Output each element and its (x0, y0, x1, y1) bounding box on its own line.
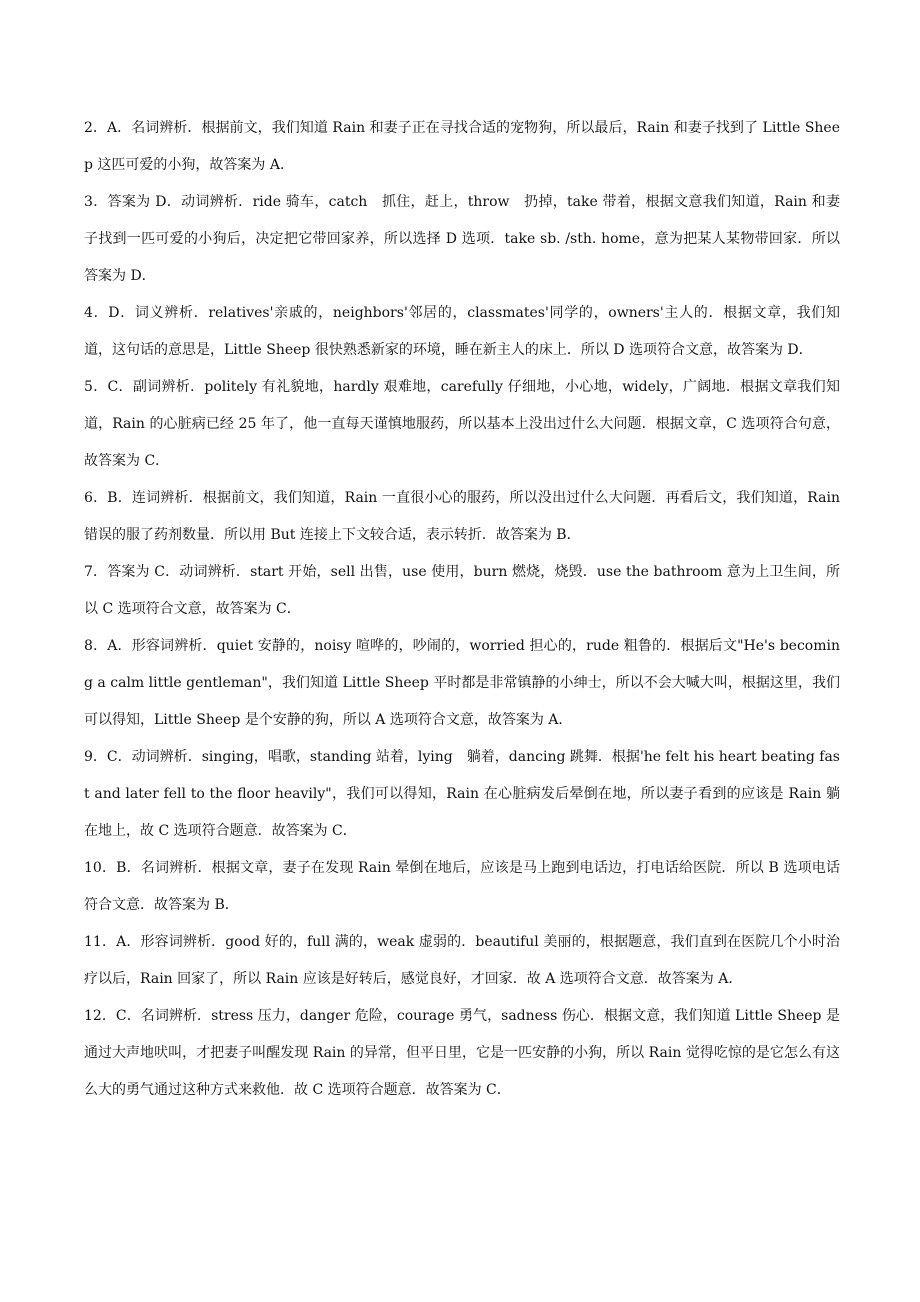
answer-item-7: 7．答案为 C．动词辨析．start 开始，sell 出售，use 使用，burn 燃烧，烧毁．use the bathroom 意为上卫生间，所以 C 选项符合文意，故答案为 C． (84, 564, 840, 617)
answer-item-5: 5．C．副词辨析．politely 有礼貌地，hardly 艰难地，carefully 仔细地，小心地，widely，广阔地．根据文章我们知道，Rain 的心脏病已经 25 年了，他一直每天谨慎地服药，所以基本上没出过什么大问题．根据文章，C 选项符合句意，故答案为 C． (84, 379, 840, 469)
answer-item-2: 2．A．名词辨析．根据前文，我们知道 Rain 和妻子正在寻找合适的宠物狗，所以最后，Rain 和妻子找到了 Little Sheep 这匹可爱的小狗，故答案为 A． (84, 120, 840, 173)
answer-item-11: 11．A．形容词辨析．good 好的，full 满的，weak 虚弱的．beautiful 美丽的，根据题意，我们直到在医院几个小时治疗以后，Rain 回家了，所以 Rain 应该是好转后，感觉良好，才回家．故 A 选项符合文意．故答案为 A． (84, 934, 840, 987)
answer-item-4: 4．D．词义辨析．relatives'亲戚的，neighbors'邻居的，classmates'同学的，owners'主人的．根据文章，我们知道，这句话的意思是，Little Sheep 很快熟悉新家的环境，睡在新主人的床上．所以 D 选项符合文意，故答案为 D． (84, 305, 840, 358)
answer-item-3: 3．答案为 D．动词辨析．ride 骑车，catch 抓住，赶上，throw 扔掉，take 带着，根据文意我们知道，Rain 和妻子找到一匹可爱的小狗后，决定把它带回家养，所以选择 D 选项．take sb. /sth. home，意为把某人某物带回家．所以答案为 D． (84, 194, 840, 284)
answer-item-10: 10．B．名词辨析．根据文章，妻子在发现 Rain 晕倒在地后，应该是马上跑到电话边，打电话给医院．所以 B 选项电话符合文意．故答案为 B． (84, 860, 840, 913)
answer-item-6: 6．B．连词辨析．根据前文，我们知道，Rain 一直很小心的服药，所以没出过什么大问题．再看后文，我们知道，Rain 错误的服了药剂数量．所以用 But 连接上下文较合适，表示转折．故答案为 B． (84, 490, 840, 543)
answer-item-9: 9．C．动词辨析．singing，唱歌，standing 站着，lying 躺着，dancing 跳舞．根据'he felt his heart beating fast and later fell to the floor heavily"，我们可以得知，Rain 在心脏病发后晕倒在地，所以妻子看到的应该是 Rain 躺在地上，故 C 选项符合题意．故答案为 C． (84, 749, 840, 839)
answer-item-12: 12．C．名词辨析．stress 压力，danger 危险，courage 勇气，sadness 伤心．根据文意，我们知道 Little Sheep 是通过大声地吠叫，才把妻子叫醒发现 Rain 的异常，但平日里，它是一匹安静的小狗，所以 Rain 觉得吃惊的是它怎么有这么大的勇气通过这种方式来救他．故 C 选项符合题意．故答案为 C． (84, 1008, 840, 1098)
answer-explanations (84, 110, 840, 1109)
answer-item-8: 8．A．形容词辨析．quiet 安静的，noisy 喧哗的，吵闹的，worried 担心的，rude 粗鲁的．根据后文"He's becoming a calm little gentleman"，我们知道 Little Sheep 平时都是非常镇静的小绅士，所以不会大喊大叫，根据这里，我们可以得知，Little Sheep 是个安静的狗，所以 A 选项符合文意，故答案为 A． (84, 638, 840, 728)
